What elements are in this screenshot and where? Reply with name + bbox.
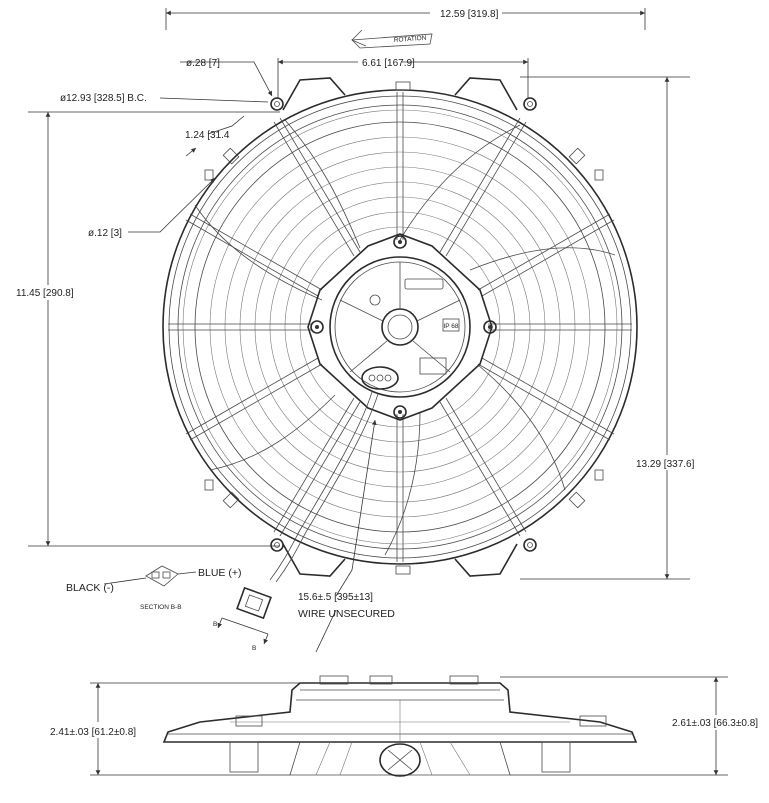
fan-front-view <box>163 78 637 652</box>
wire-unsecured-label: WIRE UNSECURED <box>298 608 395 620</box>
section-mark-2: B <box>252 645 257 652</box>
section-label: SECTION B-B <box>140 604 182 611</box>
guard-rings <box>195 122 605 532</box>
bolt-circle-dim: ø12.93 [328.5] B.C. <box>60 93 147 104</box>
hole-dia-small-dim: ø.12 [3] <box>88 228 122 239</box>
height-left-dim: 11.45 [290.8] <box>16 288 74 299</box>
height-right-dim: 13.29 [337.6] <box>636 459 695 470</box>
depth-right-dim: 2.61±.03 [66.3±0.8] <box>672 718 759 729</box>
blue-wire-label: BLUE (+) <box>198 567 242 579</box>
overall-width-dim: 12.59 [319.8] <box>440 9 499 20</box>
section-cut-marks <box>213 618 268 652</box>
depth-left-dim: 2.41±.03 [61.2±0.8] <box>50 727 137 738</box>
wire-length-dim: 15.6±.5 [395±13] <box>298 592 373 603</box>
mounting-tabs <box>205 78 603 576</box>
ip-rating-label: IP 68 <box>443 323 459 330</box>
side-view-dimensions <box>50 677 758 775</box>
tab-offset-dim: 1.24 [31.4 <box>185 130 230 141</box>
black-wire-label: BLACK (-) <box>66 582 114 594</box>
motor-hub <box>308 234 496 420</box>
section-mark-1: B <box>213 621 218 628</box>
inner-width-dim: 6.61 [167.9] <box>362 58 415 69</box>
rotation-label: ROTATION <box>393 34 427 44</box>
connector-section-detail <box>66 566 241 611</box>
wire-harness <box>237 392 378 618</box>
fan-side-view <box>164 676 636 776</box>
hole-dia-large-dim: ø.28 [7] <box>186 58 220 69</box>
